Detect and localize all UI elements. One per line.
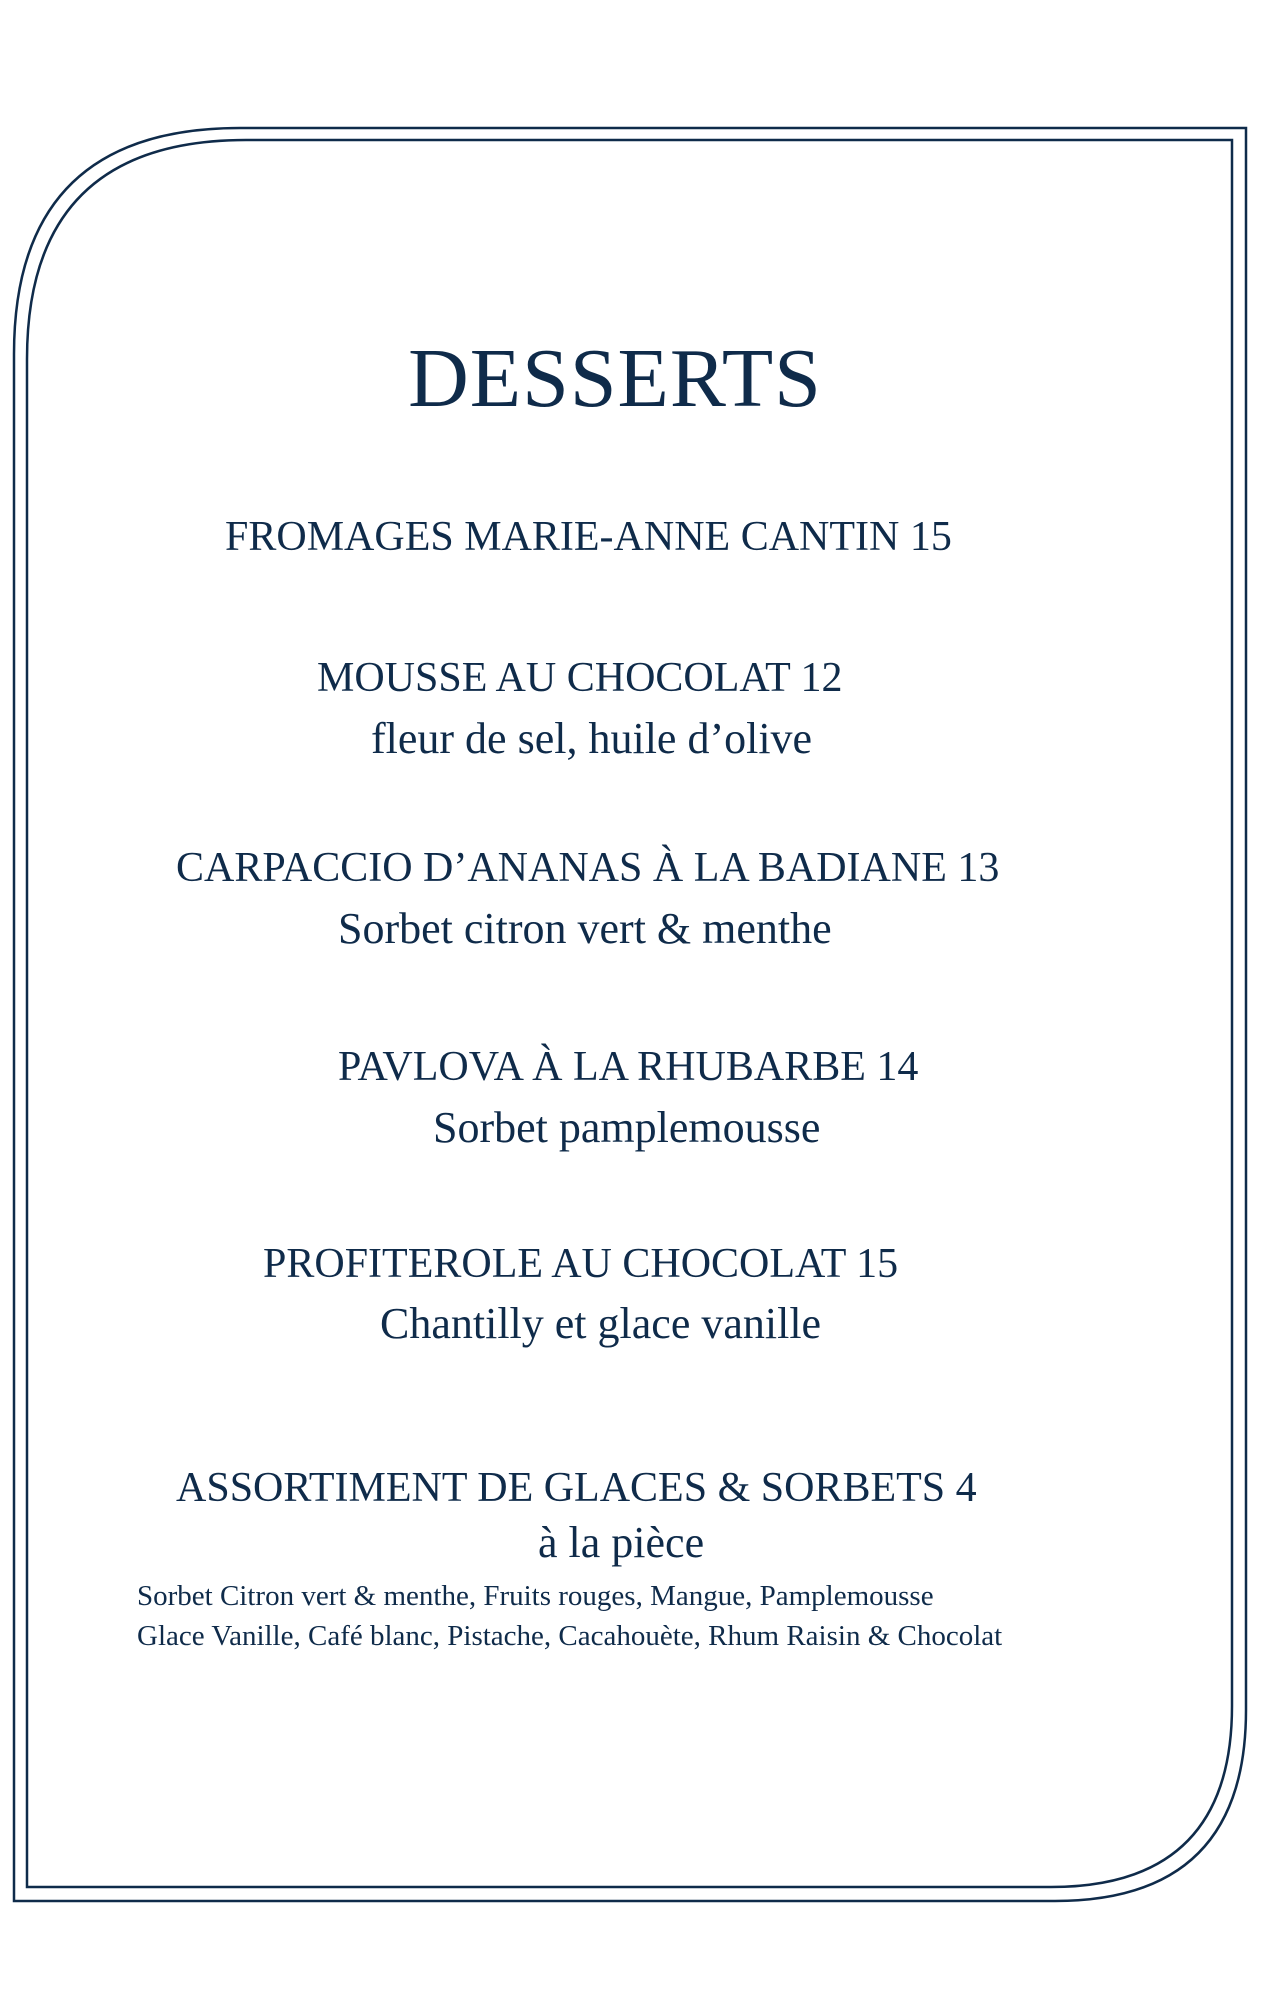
item-desc-profiterole: Chantilly et glace vanille: [380, 1299, 822, 1348]
item-desc-pavlova: Sorbet pamplemousse: [433, 1103, 821, 1152]
page-title: DESSERTS: [408, 332, 822, 425]
item-desc-carpaccio: Sorbet citron vert & menthe: [338, 904, 832, 953]
flavors-sorbets: Sorbet Citron vert & menthe, Fruits rouges, Mangue, Pamplemousse: [137, 1580, 934, 1612]
item-name-mousse: MOUSSE AU CHOCOLAT 12: [317, 655, 843, 701]
item-name-profiterole: PROFITEROLE AU CHOCOLAT 15: [263, 1241, 899, 1287]
item-desc-mousse: fleur de sel, huile d’olive: [371, 714, 813, 763]
item-name-pavlova: PAVLOVA À LA RHUBARBE 14: [338, 1044, 919, 1090]
item-name-carpaccio: CARPACCIO D’ANANAS À LA BADIANE 13: [176, 845, 1000, 891]
flavors-glaces: Glace Vanille, Café blanc, Pistache, Cacahouète, Rhum Raisin & Chocolat: [137, 1620, 1003, 1652]
item-name-assortiment: ASSORTIMENT DE GLACES & SORBETS 4: [176, 1465, 977, 1511]
item-name-fromages: FROMAGES MARIE-ANNE CANTIN 15: [225, 514, 952, 560]
item-desc-assortiment: à la pièce: [538, 1518, 705, 1567]
